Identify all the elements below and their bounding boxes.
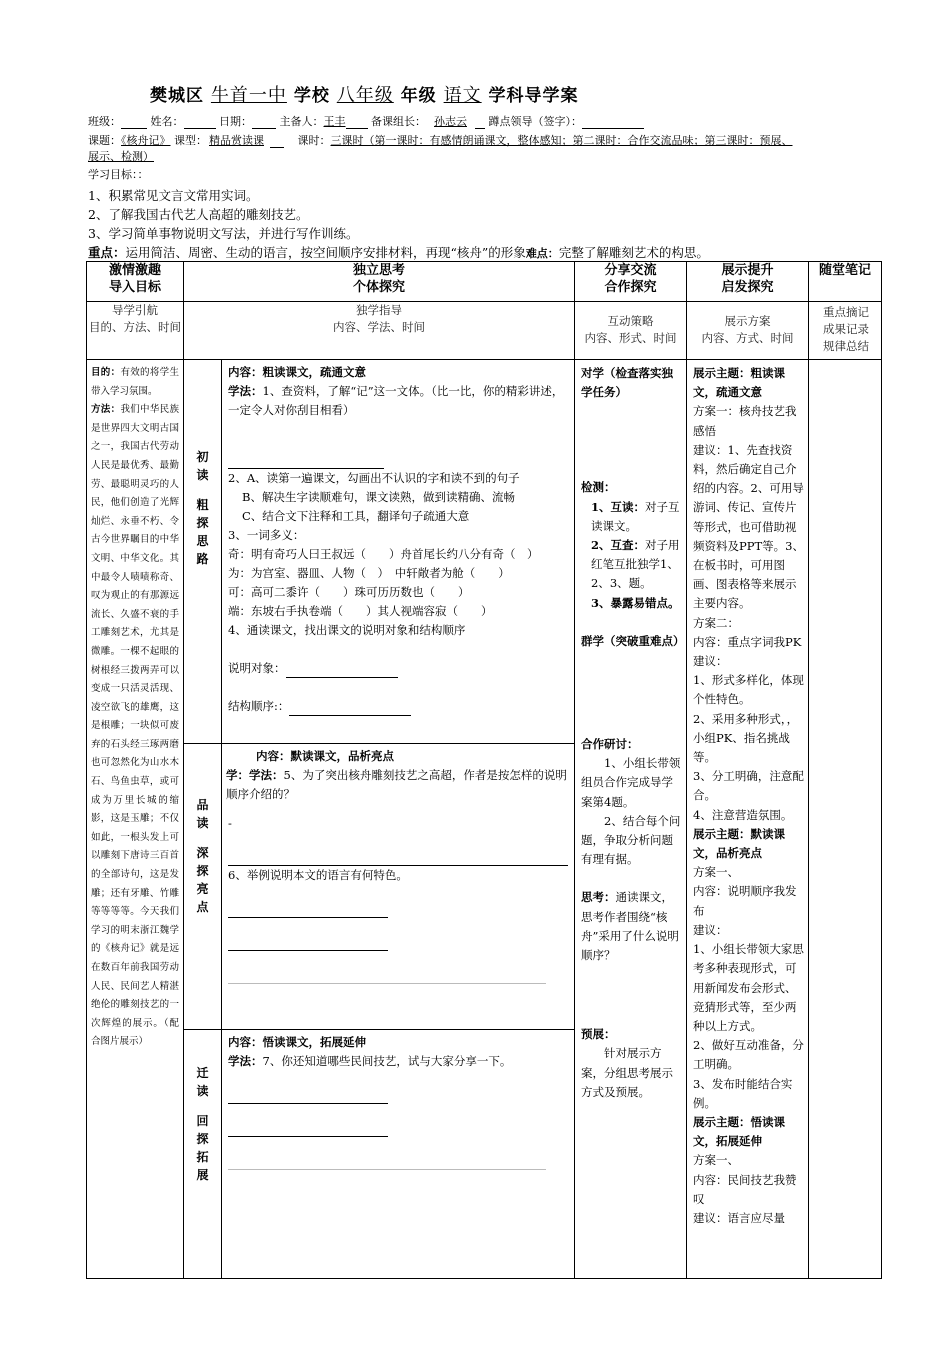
plan-3: 方案一、 (693, 865, 740, 880)
date-blank[interactable] (252, 128, 276, 129)
intro-cell: 目的：有效的将学生带入学习氛围。 方法：我们中华民族是世界四大文明古国之一，我国古代劳动人民是最优秀、最勤劳、最聪明灵巧的人民，他们创造了光辉灿烂、永垂不朽、令古今世界瞩目的中华文明、中华文化。其中最令人啧啧称奇、叹为观止的有那源远流长、久盛不衰的手工雕刻艺术，尤其是微雕。一棵不起眼的树根经三拨两弄可以变成一只活灵活现、凌空欲飞的雄鹰，这是根雕；一块似可废弃的石头经三琢两磨也可忽然化为山水木石、鸟鱼虫草，或可成为万里长城的缩影，这是玉雕；不仅如此，一根头发上可以雕刻下唐诗三百首的全部诗句，这是发雕；还有牙雕、竹雕等等等等。今天我们学习的明末浙江魏学的《核舟记》就是远在数百年前我国劳动人民、民间艺人精湛绝伦的雕刻技艺的一次辉煌的展示。（配合图片展示） (87, 360, 184, 1279)
title-grade: 八年级 (336, 85, 394, 106)
sec1-step4: 4、通读课文，找出课文的说明对象和结构顺序 (228, 623, 466, 637)
section-1-content: 内容：粗读课文，疏通文意 学法：1、查资料，了解“记”这一文体。（比一比，你的精彩讲述，一定令人对你刮目相看） 2、A、读第一遍课文，勾画出不认识的字和读不到的句子 B、解决生字读顺难句，课文读熟，做到读精确、流畅 C、结合文下注释和工具，翻译句子疏通大意 3、一词多义： 奇：明有奇巧人曰王叔远（ ）舟首尾长约八分有奇（ ） 为：为宫室、器皿、人物（ ） 中轩敞者为舱（ ） 可：高可二黍许（ ）珠可历历数也（ ） 端：东坡右手执卷端（ ）其人视端容寂（ ） 4、通读课文，找出课文的说明对象和结构顺序 说明对象： 结构顺序:： (222, 360, 575, 744)
sec3-line-1[interactable] (228, 1103, 388, 1104)
table-header-row (87, 262, 882, 302)
header-col-2: 独立思考 个体探究 (184, 262, 575, 302)
doc-title (150, 81, 579, 107)
name-blank[interactable] (184, 128, 216, 129)
key-difficult-line (88, 243, 709, 261)
section-row-1 (87, 360, 882, 744)
preview: 针对展示方案，分组思考展示方式及预展。 (581, 1046, 674, 1099)
plan-1: 方案一：核舟技艺我感悟 (693, 404, 797, 438)
preview-label: 预展： (581, 1027, 616, 1042)
theme-2: 默读课文，品析亮点 (693, 826, 786, 861)
stage-1-label: 初 读 粗 探 思 路 (184, 360, 222, 744)
subheader-col-4: 展示方案 内容、方式、时间 (687, 302, 809, 360)
sec2-line-4[interactable] (228, 983, 546, 984)
sec1-step1: 1、查资料，了解“记”这一文体。（比一比，你的精彩讲述，一定令人对你刮目相看） (228, 384, 564, 417)
stage-3-label: 迁 读 回 探 拓 展 (184, 1030, 222, 1279)
period-label: 课时： (297, 134, 331, 147)
key-label: 重点： (88, 245, 126, 260)
period-cont: 展示、检测） (88, 150, 154, 163)
topic: 《核舟记》 (121, 134, 171, 147)
intro-purpose: 有效的将学生带入学习氛围。 (91, 367, 179, 397)
coop-2: 2、结合每个问题，争取分析问题有理有据。 (581, 813, 681, 867)
subheader-col-5: 重点摘记 成果记录 规律总结 (809, 302, 882, 360)
sec2-content: 默读课文，品析亮点 (290, 749, 394, 763)
title-school: 牛首一中 (210, 85, 287, 106)
object-answer-line[interactable] (286, 677, 398, 678)
plan-3-content: 内容：说明顺序我发布 (693, 884, 797, 918)
title-district: 樊城区 (150, 86, 204, 106)
display-cell: 展示主题：粗读课文，疏通文意 方案一：核舟技艺我感悟 建议：1、先查找资料，然后确定自己介绍的内容。2、可用导游词、传记、宣传片等形式，也可借助视频资料及PPT等。3、在板书时，可用图画、图表格等来展示主要内容。 方案二： 内容：重点字词我PK 建议： 1、形式多样化，体现个性特色。 2、采用多种形式，，小组PK、指名挑战等。 3、分工明确，注意配合。 4、注意营造氛围。 展示主题：默读课文，品析亮点 方案一、 内容：说明顺序我发布 建议： 1、小组长带领大家思考多种表现形式，可用新闻发布会形式、竞猜形式等，至少两种以上方式。 2、做好互动准备，分工明确。 3、发布时能结合实例。 展示主题：悟读课文，拓展延伸 方案一、 内容：民间技艺我赞叹 建议：语言应尽量 (687, 360, 809, 1279)
plan-2-content: 内容：重点字词我PK (693, 634, 802, 649)
theme-1: 粗读课文，疏通文意 (693, 366, 786, 400)
title-grade-suffix: 年级 (400, 86, 437, 106)
class-blank[interactable] (121, 128, 147, 129)
sec3-line-3[interactable] (228, 1169, 546, 1170)
plan-4: 方案一、 (693, 1153, 740, 1168)
subheader-col-1: 导学引航 目的、方法、时间 (87, 302, 184, 360)
meta-line-1 (88, 114, 644, 129)
check-1: 对子互读课文。 (591, 499, 680, 533)
difficult-label: 难点： (525, 247, 559, 260)
sec1-step3: 3、一词多义： (228, 528, 305, 542)
stage-2-label: 品 读 深 探 亮 点 (184, 744, 222, 1030)
theme-3: 悟读课文，拓展延伸 (693, 1114, 786, 1149)
header-col-5: 随堂笔记 (809, 262, 882, 302)
section-3-content: 内容：悟读课文，拓展延伸 学法：7、你还知道哪些民间技艺，试与大家分享一下。 (222, 1030, 575, 1279)
plan-2: 方案二： (693, 615, 740, 630)
sec3-line-2[interactable] (228, 1136, 388, 1137)
group-leader-label: 备课组长： (371, 115, 426, 128)
plan-1-suggestion: 建议：1、先查找资料，然后确定自己介绍的内容。2、可用导游词、传记、宣传片等形式，也可借助视频资料及PPT等。3、在板书时，可用图画、图表格等来展示主要内容。 (693, 442, 804, 611)
date-label: 日期： (219, 115, 252, 128)
preparer: 王丰 (323, 115, 346, 128)
leader-sign-label: 蹲点领导（签字）： (488, 115, 582, 128)
section-2-content: 内容：默读课文，品析亮点 学：学法：5、为了突出核舟雕刻技艺之高超，作者是按怎样的说明顺序介绍的？ - 6、举例说明本文的语言有何特色。 (222, 744, 575, 1030)
coop-label: 合作研讨： (581, 737, 639, 752)
table-subheader-row (87, 302, 882, 360)
subheader-col-2: 独学指导 内容、学法、时间 (184, 302, 575, 360)
interaction-cell: 对学（检查落实独学任务） 检测： 1、互读：对子互读课文。 2、互查：对子用红笔互批独学1、2、3、题。 3、暴露易错点。 群学（突破重难点） 合作研讨： 1、小组长带领组员合作完成导学案第4题。 2、结合每个问题，争取分析问题有理有据。 思考：通读课文，思考作者围绕“核舟”采用了什么说明顺序？ 预展： 针对展示方案，分组思考展示方式及预展。 (575, 360, 687, 1279)
think: 通读课文，思考作者围绕“核舟”采用了什么说明顺序？ (581, 890, 679, 963)
preparer-label: 主备人： (279, 115, 324, 128)
sec1-vocab-1: 奇：明有奇巧人曰王叔远（ ）舟首尾长约八分有奇（ ） (228, 547, 539, 561)
sec1-step2c: C、结合文下注释和工具，翻译句子疏通大意 (242, 509, 470, 523)
check-label: 检测： (581, 480, 616, 495)
meta-line-2 (88, 133, 793, 148)
plan-4-content: 内容：民间技艺我赞叹 (693, 1172, 797, 1206)
notes-cell[interactable] (809, 360, 882, 1279)
structure-answer-line[interactable] (289, 715, 411, 716)
sec1-step2a: 2、A、读第一遍课文，勾画出不认识的字和读不到的句子 (228, 471, 520, 485)
goal-item-3: 3、学习简单事物说明文写法，并进行写作训练。 (88, 226, 359, 241)
header-col-3: 分享交流 合作探究 (575, 262, 687, 302)
sec2-line-3[interactable] (228, 950, 388, 951)
sec2-step6: 6、举例说明本文的语言有何特色。 (228, 868, 408, 882)
difficult-point: 完整了解雕刻艺术的构思。 (558, 245, 709, 260)
coop-1: 1、小组长带领组员合作完成导学案第4题。 (581, 756, 681, 809)
dui-label: 对学（检查落实独学任务） (581, 366, 674, 400)
sec1-vocab-4: 端：东坡右手执卷端（ ）其人视端容寂（ ） (228, 604, 493, 618)
sec3-content: 悟读课文，拓展延伸 (262, 1035, 366, 1049)
class-label: 班级： (88, 115, 121, 128)
group-leader: 孙志云 (434, 115, 467, 128)
check-3: 3、暴露易错点。 (591, 595, 680, 610)
subheader-col-3: 互动策略 内容、形式、时间 (575, 302, 687, 360)
period: 三课时（第一课时：有感情朗诵课文，整体感知；第二课时：合作交流品味；第三课时：预展、 (330, 134, 793, 147)
sec2-line-2[interactable] (228, 917, 388, 918)
leader-sign-blank[interactable] (582, 128, 644, 129)
sec1-vocab-2: 为：为宫室、器皿、人物（ ） 中轩敞者为舱（ ） (228, 566, 510, 580)
type-label: 课型： (174, 134, 207, 147)
sec3-step7: 7、你还知道哪些民间技艺，试与大家分享一下。 (262, 1054, 512, 1068)
guide-table (86, 261, 882, 1279)
sec2-step5: 5、为了突出核舟雕刻技艺之高超，作者是按怎样的说明顺序介绍的？ (226, 768, 567, 801)
header-col-1: 激情激趣 导入目标 (87, 262, 184, 302)
meta-line-3 (88, 149, 154, 164)
goals-label: 学习目标：： (88, 168, 149, 181)
key-point: 运用简洁、周密、生动的语言，按空间顺序安排材料，再现“核舟”的形象 (125, 245, 526, 260)
plan-4-suggestion: 建议：语言应尽量 (693, 1210, 786, 1225)
intro-method: 我们中华民族是世界四大文明古国之一，我国古代劳动人民是最优秀、最勤劳、最聪明灵巧的人民，他们创造了光辉灿烂、永垂不朽、令古今世界瞩目的中华文明、中华文化。其中最令人啧啧称奇、叹为观止的有那源远流长、久盛不衰的手工雕刻艺术，尤其是微雕。一棵不起眼的树根经三拨两弄可以变成一只活灵活现、凌空欲飞的雄鹰，这是根雕；一块似可废弃的石头经三琢两磨也可忽然化为山水木石、鸟鱼虫草，或可成为万里长城的缩影，这是玉雕；不仅如此，一根头发上可以雕刻下唐诗三百首的全部诗句，这是发雕；还有牙雕、竹雕等等等等。今天我们学习的明末浙江魏学的《核舟记》就是远在数百年前我国劳动人民、民间艺人精湛绝伦的雕刻技艺的一次辉煌的展示。（配合图片展示） (91, 404, 179, 1048)
check-2: 对子用红笔互批独学1、2、3、题。 (591, 538, 680, 591)
header-col-4: 展示提升 启发探究 (687, 262, 809, 302)
title-school-suffix: 学校 (293, 86, 330, 106)
qun-label: 群学（突破重难点） (581, 633, 685, 648)
name-label: 姓名： (150, 115, 184, 128)
sec1-content: 粗读课文，疏通文意 (262, 365, 366, 379)
title-subject-suffix: 学科导学案 (488, 86, 579, 106)
title-subject: 语文 (443, 85, 482, 106)
topic-label: 课题： (88, 134, 121, 147)
sec1-step2b: B、解决生字读顺难句，课文读熟，做到读精确、流畅 (242, 490, 515, 504)
lesson-type: 精品赏读课 (209, 134, 264, 147)
goal-item-1: 1、积累常见文言文常用实词。 (88, 188, 259, 203)
goal-item-2: 2、了解我国古代艺人高超的雕刻技艺。 (88, 207, 309, 222)
sec1-vocab-3: 可：高可二黍许（ ）珠可历历数也（ ） (228, 585, 470, 599)
